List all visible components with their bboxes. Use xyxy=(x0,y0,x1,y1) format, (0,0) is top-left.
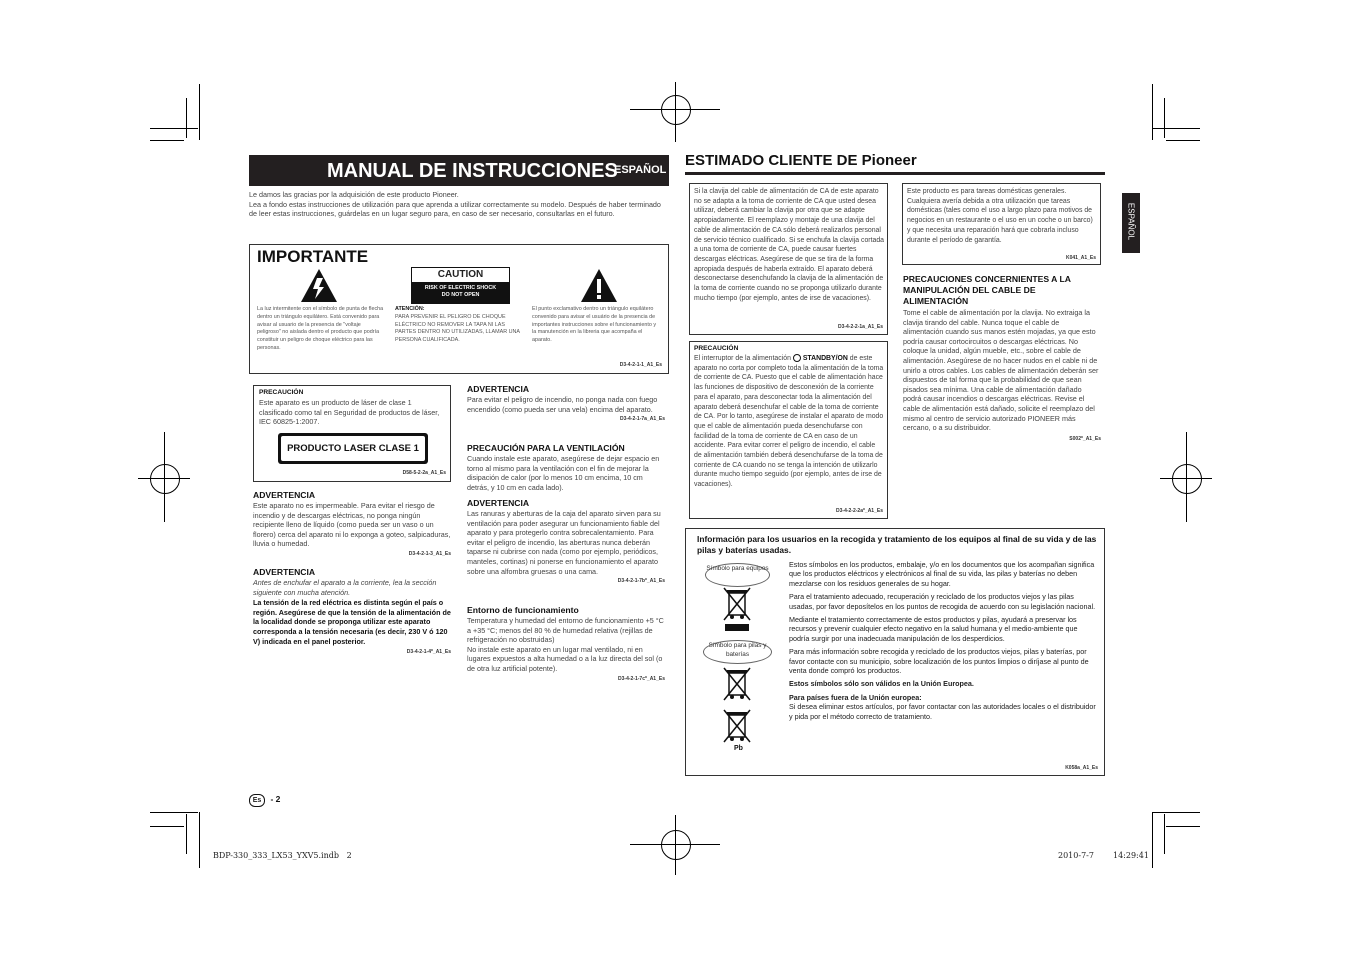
intro-line-2: Lea a fondo estas instrucciones de utilización para que aprenda a utilizar correctamente su modelo. Después de haber terminado de leer estas instrucciones, guárdelas en un lugar seguro para, en caso de ser necesario, consultarlas en el futuro. xyxy=(249,199,661,219)
power-cord-code: S002*_A1_Es xyxy=(1069,435,1101,442)
recycling-p2: Para el tratamiento adecuado, recuperación y reciclado de los productos viejos y las pilas usadas, por favor deposítelos en los puntos de recogida de acuerdo con su legislación nacional. xyxy=(789,592,1096,611)
laser-precaution-box xyxy=(253,385,451,482)
laser-precaution-text: Este aparato es un producto de láser de clase 1 clasificado como tal en Seguridad de productos de láser, IEC 60825-1:2007. xyxy=(259,398,440,427)
symbol-equipment-bubble xyxy=(705,563,770,587)
laser-class-label-inner: PRODUCTO LASER CLASE 1 xyxy=(281,436,425,461)
ventilation-text: Cuando instale este aparato, asegúrese de dejar espacio en torno al mismo para la ventilación con el fin de mejorar la disipación de calor (por lo menos 10 cm encima, 10 cm detrás, y 10 cm en cada lado). xyxy=(467,454,660,492)
warning-voltage-section xyxy=(253,567,451,655)
language-badge: ESPAÑOL xyxy=(614,164,667,176)
warning-water-section xyxy=(253,490,451,557)
right-title: ESTIMADO CLIENTE DE Pioneer xyxy=(685,152,917,169)
importante-center-text xyxy=(395,306,523,345)
warning-voltage-code: D3-4-2-1-4*_A1_Es xyxy=(406,649,451,656)
warning-slots-section xyxy=(467,498,665,584)
importante-right-text: El punto exclamativo dentro un triángulo equilátero convenido para avisar el usuário de la presencia de importantes instrucciones sobre el funcionamiento y la manutención en la libreria que acompaña el aparato. xyxy=(532,306,657,344)
standby-code: D3-4-2-2-2a*_A1_Es xyxy=(836,508,883,514)
atencion-text: PARA PREVENIR EL PELIGRO DE CHOQUE ELÉCTRICO NO REMOVER LA TAPA NI LAS PARTES DENTRO NO UTILIZADAS, LLAMAR UNA PERSONA CUALIFICADA. xyxy=(395,313,520,344)
crossed-bin-battery-icon xyxy=(723,667,751,708)
language-side-tab xyxy=(1122,193,1140,253)
manual-title-bar xyxy=(249,155,669,186)
ventilation-section xyxy=(467,443,665,492)
power-cord-section xyxy=(903,274,1101,442)
crossed-bin-pb-icon xyxy=(723,709,751,750)
intro-line-1: Le damos las gracias por la adquisición de este producto Pioneer. xyxy=(249,190,459,199)
lightning-warning-icon xyxy=(300,268,338,308)
page-number-area xyxy=(249,789,280,807)
standby-text-a: El interruptor de la alimentación xyxy=(694,355,793,362)
recycling-box xyxy=(685,528,1105,776)
recycling-p1: Estos símbolos en los productos, embalaje, y/o en los documentos que los acompañan significa que los productos eléctricos y electrónicos al final de su vida, las pilas y baterías no deben mezclarse con los residuos generales de su hogar. xyxy=(789,560,1095,588)
recycling-code: K058a_A1_Es xyxy=(1065,765,1098,771)
domestic-code: K041_A1_Es xyxy=(1065,255,1096,261)
warning-fire-text: Para evitar el peligro de incendio, no ponga nada con fuego encendido (como pueda ser una vela) encima del aparato. xyxy=(467,395,658,414)
environment-head: Entorno de funcionamiento xyxy=(467,605,579,615)
plug-text: Si la clavija del cable de alimentación de CA de este aparato no se adapta a la toma de corriente de CA que usted desea utilizar, deberá cambiar la clavija por otra que se adapte apropiadamente. El reemplazo y montaje de una clavija del cable de alimentación de CA sólo deberá realizarlos personal de servicio técnico cualificado. Si se enchufa la clavija cortada a una toma de corriente de CA, puede causar fuertes descargas eléctricas. Asegúrese de que se tira de la forma apropiada después de haberla extraído. El aparato deberá desconectarse desenchufando la clavija de la alimentación de la toma de corriente cuando no se proponga utilizarlo durante mucho tiempo (por ejemplo, antes de irse de vacaciones). xyxy=(694,188,884,302)
plug-box xyxy=(689,183,888,335)
standby-head: PRECAUCIÓN xyxy=(694,345,739,352)
standby-box xyxy=(689,341,888,519)
symbol-equipment-label: Símbolo para equipos xyxy=(706,565,769,572)
recycling-text xyxy=(789,560,1099,721)
caution-label-title: CAUTION xyxy=(412,268,509,282)
symbol-batteries-bubble xyxy=(703,640,772,664)
page-number: - 2 xyxy=(270,794,281,804)
symbol-batteries-label: Símbolo para pilas y baterías xyxy=(708,642,767,658)
recycling-p7: Si desea eliminar estos artículos, por favor contactar con las autoridades locales o el distribuidor y pida por el método correcto de tratamiento. xyxy=(789,702,1096,721)
laser-code: D58-5-2-2a_A1_Es xyxy=(402,470,446,476)
warning-slots-code: D3-4-2-1-7b*_A1_Es xyxy=(617,578,665,585)
laser-class-label xyxy=(278,433,428,464)
standby-button-name: STANDBY/ON xyxy=(802,355,848,362)
caution-label-sub1: RISK OF ELECTRIC SHOCK xyxy=(424,285,497,291)
pb-label: Pb xyxy=(734,745,743,752)
importante-code: D3-4-2-1-1_A1_Es xyxy=(619,362,662,368)
standby-text-c: de este aparato no corta por completo toda la alimentación de la toma de corriente de CA. Puesto que el cable de alimentación hace las funciones de dispositivo de desconexión de la corriente para el aparato, para desconectar toda la alimentación del aparato deberá desenchufar el cable de la toma de corriente de CA. Por lo tanto, asegúrese de instalar el aparato de modo que el cable de alimentación pueda desenchufarse con facilidad de la toma de corriente de CA en caso de un accidente. Para evitar correr el peligro de incendio, el cable de alimentación también deberá desenchufarse de la toma de corriente de CA cuando no se tenga la intención de utilizarlo durante mucho tiempo seguido (por ejemplo, antes de irse de vacaciones). xyxy=(694,355,884,489)
exclamation-warning-icon xyxy=(580,268,618,308)
warning-fire-section xyxy=(467,384,665,422)
footer-date: 2010-7-7 xyxy=(1058,851,1094,860)
environment-code: D3-4-2-1-7c*_A1_Es xyxy=(618,675,665,682)
warning-slots-head: ADVERTENCIA xyxy=(467,498,530,508)
power-cord-head: PRECAUCIONES CONCERNIENTES A LA MANIPULACIÓN DEL CABLE DE ALIMENTACIÓN xyxy=(903,274,1071,306)
warning-voltage-italic: Antes de enchufar el aparato a la corriente, lea la sección siguiente con mucha atención. xyxy=(253,578,437,597)
ventilation-head: PRECAUCIÓN PARA LA VENTILACIÓN xyxy=(467,443,625,453)
warning-water-text: Este aparato no es impermeable. Para evitar el riesgo de incendio y de descargas eléctricas, no ponga ningún recipiente lleno de líquido (como pueda ser un vaso o un florero) cerca del aparato ni lo exponga a goteo, salpicaduras, lluvia o humedad. xyxy=(253,501,451,549)
footer-file-name: BDP-330_333_LX53_YXV5.indb 2 xyxy=(213,851,352,860)
importante-left-text: La luz intermitente con el símbolo de punta de flecha dentro un triángulo equilátero. Está convenido para avisar al usuario de la presencia de "voltaje peligroso" no aislada dentro el producto que podría constituir un peligro de choque eléctrico para las personas. xyxy=(257,306,384,351)
manual-title: MANUAL DE INSTRUCCIONES xyxy=(327,160,618,182)
plug-code: D3-4-2-2-1a_A1_Es xyxy=(837,324,883,330)
power-icon xyxy=(793,354,801,362)
environment-text-1: Temperatura y humedad del entorno de funcionamiento +5 °C a +35 °C; menos del 80 % de humedad relativa (rejillas de refrigeración no obstruidas) xyxy=(467,616,664,645)
warning-water-head: ADVERTENCIA xyxy=(253,490,316,500)
environment-section xyxy=(467,605,665,682)
warning-voltage-head: ADVERTENCIA xyxy=(253,567,316,577)
standby-text xyxy=(694,354,884,490)
language-side-tab-label: ESPAÑOL xyxy=(1126,202,1136,241)
right-title-rule xyxy=(685,172,1105,175)
recycling-p5: Estos símbolos sólo son válidos en la Unión Europea. xyxy=(789,679,974,689)
laser-precaution-head: PRECAUCIÓN xyxy=(259,389,304,396)
language-code-badge: Es xyxy=(249,794,265,807)
domestic-text: Este producto es para tareas domésticas generales. Cualquiera avería debida a otra utilización que tareas domésticas (tales como el uso a largo plazo para motivos de negocios en un restaurante o el uso en un coche o un barco) y que necesita una reparación hará que cobrarla incluso durante el período de garantía. xyxy=(907,188,1093,244)
warning-slots-text: Las ranuras y aberturas de la caja del aparato sirven para su ventilación para poder asegurar un funcionamiento fiable del aparato y para protegerlo contra sobrecalentamiento. Para evitar el peligro de incendio, las aberturas nunca deberán taparse ni cubrirse con nada (como por ejemplo, periódicos, manteles, cortinas) ni ponerse en funcionamiento el aparato sobre una alfombra gruesas o una cama. xyxy=(467,509,661,576)
warning-water-code: D3-4-2-1-3_A1_Es xyxy=(408,550,451,557)
warning-fire-head: ADVERTENCIA xyxy=(467,384,530,394)
power-cord-text: Tome el cable de alimentación por la clavija. No extraiga la clavija tirando del cable. Nunca toque el cable de alimentación cuando sus manos estén mojadas, ya que esto podría causar cortocircuitos o descargas eléctricas. No coloque la unidad, algún mueble, etc., sobre el cable de alimentación. Asegúrese de no hacer nudos en el cable ni de unirlo a otros cables. Los cables de alimentación deberán ser dispuestos de tal forma que la probabilidad de que sean pisados sea mínima. Una cable de alimentación dañado podrá causar incendios o descargas eléctricas. Revise el cable de alimentación está dañado, solicite el reemplazo del mismo al centro de servicio autorizado PIONEER más cercano, o a su distribuidor. xyxy=(903,308,1099,433)
recycling-p6: Para países fuera de la Unión europea: xyxy=(789,692,922,702)
atencion-head: ATENCIÓN: xyxy=(395,306,425,312)
importante-box xyxy=(249,244,669,374)
recycling-head: Información para los usuarios en la recogida y tratamiento de los equipos al final de su vida y de las pilas y baterías usadas. xyxy=(697,534,1097,555)
environment-text-2: No instale este aparato en un lugar mal ventilado, ni en lugares expuestos a alta humedad o a la luz directa del sol (o de otra luz artificial potente). xyxy=(467,644,663,673)
importante-title: IMPORTANTE xyxy=(257,247,369,266)
recycling-p4: Para más información sobre recogida y reciclado de los productos viejos, pilas y baterías, por favor contacte con su municipio, sobre localización de los puntos limpios o diríjase al punto de venta donde compró los productos. xyxy=(789,647,1089,676)
warning-voltage-bold: La tensión de la red eléctrica es distinta según el país o región. Asegúrese de que la tensión de la alimentación de la localidad donde se proponga utilizar este aparato corresponda a la tensión necesaria (es decir, 230 V ó 120 V) indicada en el panel posterior. xyxy=(253,598,451,646)
recycling-p3: Mediante el tratamiento correctamente de estos productos y pilas, ayudará a preservar los recursos y prevenir cualquier efecto negativo en la salud humana y el medio-ambiente que podría surgir por una inadecuada manipulación de los desperdicios. xyxy=(789,615,1078,643)
footer-time: 14:29:41 xyxy=(1113,851,1149,860)
crossed-bin-icon xyxy=(723,587,751,638)
domestic-box xyxy=(902,183,1101,265)
caution-label-sub2: DO NOT OPEN xyxy=(441,292,480,298)
intro-text xyxy=(249,190,661,219)
warning-fire-code: D3-4-2-1-7a_A1_Es xyxy=(619,416,665,423)
caution-label xyxy=(411,267,510,304)
